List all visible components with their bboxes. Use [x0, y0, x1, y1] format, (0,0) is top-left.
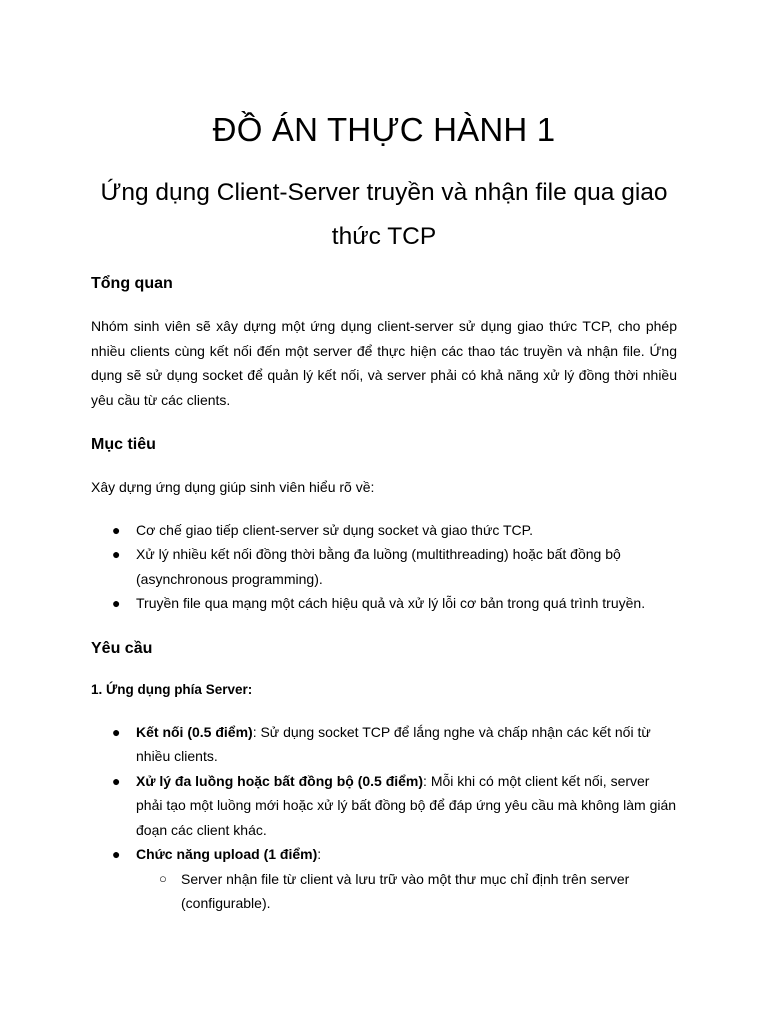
- list-item-label: Chức năng upload (1 điểm): [136, 846, 318, 862]
- bullet-icon: ●: [112, 772, 121, 789]
- list-item: [91, 769, 677, 843]
- goals-list: [91, 518, 677, 616]
- list-item: [91, 720, 677, 769]
- bullet-icon: ●: [112, 846, 121, 862]
- list-item-text: Server nhận file từ client và lưu trữ vào một thư mục chỉ định trên server (configurable).: [181, 870, 630, 911]
- overview-paragraph: Nhóm sinh viên sẽ xây dựng một ứng dụng client-server sử dụng giao thức TCP, cho phép nhiều clients cùng kết nối đến một server để thực hiện các thao tác truyền và nhận file. Ứng dụng sẽ sử dụng socket để quản lý kết nối, và server phải có khả năng xử lý đồng thời nhiều yêu cầu từ các clients.: [91, 318, 677, 408]
- upload-sub-list: [91, 867, 677, 916]
- bullet-icon: ●: [112, 546, 121, 562]
- overview-heading: Tổng quan: [91, 275, 173, 292]
- goals-intro: Xây dựng ứng dụng giúp sinh viên hiểu rõ về:: [91, 479, 375, 495]
- bullet-icon: ●: [112, 595, 121, 611]
- requirements-section: [91, 638, 677, 916]
- list-item-text: : Mỗi khi có một client kết nối, server phải tạo một luồng mới hoặc xử lý bất đồng bộ để đáp ứng yêu cầu mà không làm gián đoạn các client khác.: [136, 772, 677, 838]
- list-item: [91, 842, 677, 867]
- bullet-icon: ●: [112, 521, 121, 538]
- requirements-heading: Yêu cầu: [91, 639, 153, 657]
- document-subtitle: Ứng dụng Client-Server truyền và nhận file qua giao thức TCP: [100, 179, 668, 250]
- list-item-text: Cơ chế giao tiếp client-server sử dụng socket và giao thức TCP.: [136, 521, 534, 538]
- server-subheading: 1. Ứng dụng phía Server:: [91, 681, 253, 697]
- list-item: [91, 542, 677, 591]
- overview-section: [91, 273, 677, 412]
- circle-bullet-icon: ○: [159, 870, 167, 886]
- list-item: [91, 591, 677, 616]
- server-requirements-list: [91, 720, 677, 867]
- goals-heading: Mục tiêu: [91, 436, 156, 453]
- list-item-label: Kết nối (0.5 điểm): [136, 723, 253, 740]
- list-item-text: : Sử dụng socket TCP để lắng nghe và chấp nhận các kết nối từ nhiều clients.: [136, 723, 651, 764]
- list-item-text: Truyền file qua mạng một cách hiệu quả và xử lý lỗi cơ bản trong quá trình truyền.: [136, 595, 646, 611]
- list-item-label: Xử lý đa luồng hoặc bất đồng bộ (0.5 điểm): [136, 772, 424, 789]
- bullet-icon: ●: [112, 723, 121, 740]
- list-item-text: :: [317, 846, 322, 862]
- list-item: [136, 867, 677, 916]
- list-item-text: Xử lý nhiều kết nối đồng thời bằng đa luồng (multithreading) hoặc bất đồng bộ (asynchronous programming).: [136, 546, 621, 587]
- document-title: ĐỒ ÁN THỰC HÀNH 1: [212, 111, 556, 148]
- list-item: [91, 518, 677, 543]
- goals-section: [91, 434, 677, 616]
